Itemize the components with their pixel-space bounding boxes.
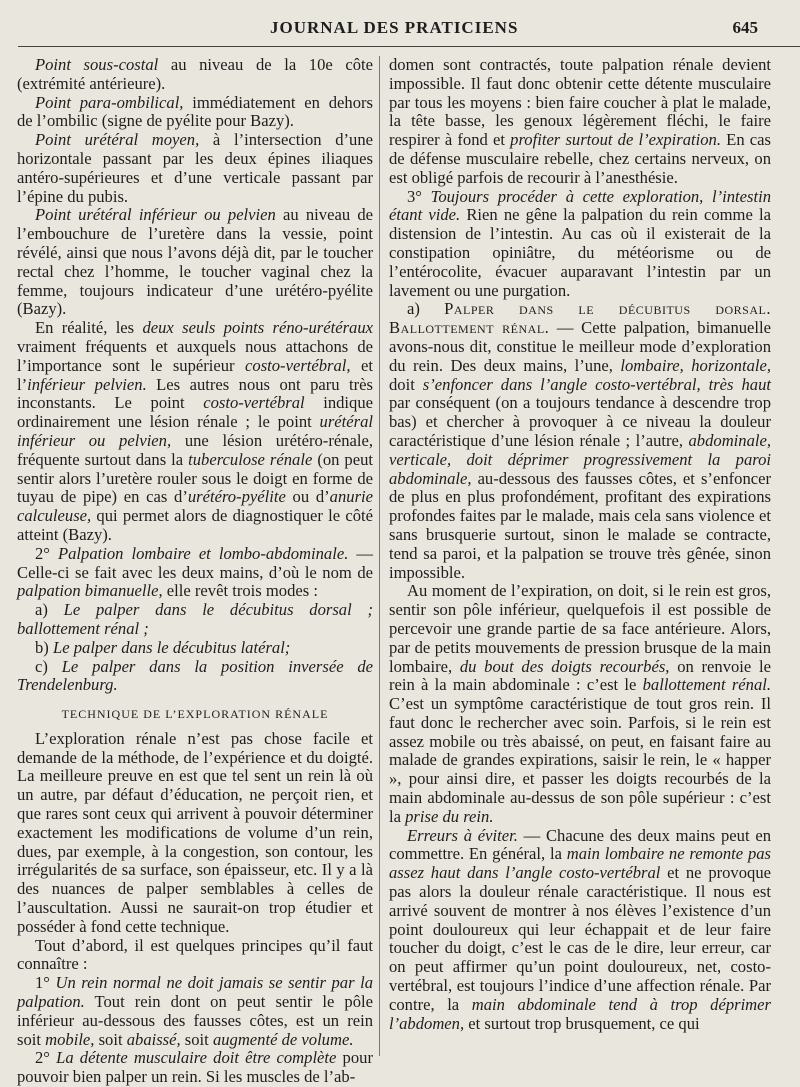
italic-text: urétéral inférieur ou pelvien, [17, 412, 373, 450]
paragraph [17, 545, 373, 601]
text-run: immédiatement en dehors de l’ombilic (signe de pyélite pour Bazy). [17, 92, 373, 131]
paragraph [17, 56, 373, 94]
text-run: on renvoie le rein à la main abdominale : c’est le [389, 656, 771, 695]
italic-text: main lombaire ne remonte pas assez haut dans l’angle costo-vertébral [389, 844, 772, 883]
paragraph [389, 188, 771, 301]
text-run: par conséquent (on a toujours tendance à descendre trop bas) et chercher à provoquer à ce niveau la douleur caractéristique d’une lésion rénale ; l’autre, [389, 393, 771, 450]
text-run: 3° [407, 186, 431, 206]
text-run: Palper dans le décubitus dorsal. Ballottement rénal. [389, 299, 771, 338]
italic-text: mobile, [45, 1029, 95, 1049]
italic-text: ballottement rénal. [642, 675, 772, 695]
text-run: indique ordinairement une lésion rénale ; le point [17, 393, 373, 432]
paragraph [17, 937, 373, 975]
italic-text: palpation bimanuelle, [17, 581, 163, 601]
italic-text: Le palper dans la position inversée de Trendelenburg. [17, 656, 374, 695]
paragraph [389, 300, 771, 582]
paragraph [389, 582, 771, 826]
text-run: 2° [35, 543, 58, 563]
italic-text: inférieur pelvien. [27, 374, 147, 394]
italic-text: deux seuls points réno-urétéraux [142, 318, 373, 338]
text-run: Au moment de l’expiration, on doit, si le rein est gros, sentir son pôle inférieur, quelquefois il est possible de percevoir une grande partie de sa face antérieure. Alors, par de petits mouvements de pression brusque de la main lombaire, [389, 581, 771, 676]
text-run: (on peut sentir alors l’uretère rouler sous le doigt en forme de tuyau de pipe) en cas d’ [17, 449, 374, 507]
text-run: une lésion urétéro-rénale, fréquente surtout dans la [17, 430, 373, 469]
italic-text: Point para-ombilical, [35, 92, 184, 112]
paragraph [17, 730, 373, 937]
right-column [389, 56, 771, 1066]
paragraph [17, 601, 373, 639]
italic-text: Palpation lombaire et lombo-abdominale. [57, 543, 349, 563]
text-run: ou d’ [285, 487, 330, 507]
paragraph [17, 639, 373, 658]
italic-text: Un rein normal ne doit jamais se sentir par la palpation. [17, 973, 373, 1012]
text-run: Tout d’abord, il est quelques principes qu’il faut connaître : [17, 935, 373, 974]
italic-text: main abdominale tend à trop déprimer l’abdomen, [389, 994, 771, 1033]
header-rule [18, 46, 800, 47]
text-run: Les autres nous ont paru très inconstants. Le point [17, 374, 373, 413]
text-run: — Celle-ci se fait avec les deux mains, d’où le nom de [17, 543, 373, 582]
paragraph [17, 1049, 373, 1087]
text-run: vraiment fréquents et auxquels nous attachons de l’importance sont le supérieur [17, 336, 373, 375]
text-run: Tout rein dont on peut sentir le pôle inférieur au-dessous des fausses côtes, est un rein soit [17, 992, 373, 1049]
page-number: 645 [732, 18, 758, 37]
paragraph [17, 131, 373, 206]
text-run: 2° [35, 1048, 57, 1068]
text-run: En réalité, les [35, 318, 143, 338]
text-run: au niveau de l’embouchure de l’uretère dans la vessie, point révélé, ainsi que nous l’avons déjà dit, par le toucher rectal chez l’homme, le toucher vaginal chez la femme, toujours indicateur d’une urétéro-pyélite (Bazy). [17, 205, 373, 319]
text-run: C’est un symptôme caractéristique de tout gros rein. Il faut donc le rechercher avec soin. Parfois, si le rein est assez mobile ou très abaissé, on peut, en faisant faire au malade de grandes expirations, saisir le rein, le « happer », pour ainsi dire, et passer les doigts recourbés de la main abdominale au-dessus de son pôle supérieur : c’est la [389, 694, 771, 826]
text-run: et ne provoque pas alors la douleur rénale caractéristique. Il nous est arrivé souvent de montrer à nos élèves l’existence d’un point douloureux qui leur échappait et de leur faire toucher du doigt, c’est le cas de le dire, leur erreur, car on peut affirmer qu’un point douloureux, net, costo-vertébral, est toujours l’indice d’une affection rénale. Par contre, la [389, 863, 771, 1014]
text-run: En cas de défense musculaire rebelle, chez certains nerveux, on est obligé parfois de recourir à l’anesthésie. [389, 130, 771, 187]
text-run: Rien ne gêne la palpation du rein comme la distension de l’intestin. Au cas où il existerait de la constipation opiniâtre, du météorisme ou de l’entérocolite, évacuer auparavant l’intestin par un lavement ou une purgation. [389, 205, 771, 300]
italic-text: tuberculose rénale [188, 449, 313, 469]
text-run: doit [389, 374, 423, 394]
text-run: — Cette palpation, bimanuelle avons-nous dit, constitue le meilleur mode d’exploration du rein. Des deux mains, l’une, [389, 318, 772, 375]
text-run: c) [35, 656, 62, 676]
paragraph [17, 206, 373, 319]
text-run: à l’intersection d’une horizontale passant par les deux épines iliaques antéro-supérieures et d’une verticale passant par l’épine du pubis. [17, 130, 374, 206]
italic-text: profiter surtout de l’expiration. [510, 130, 721, 150]
text-run: au niveau de la 10e côte (extrémité antérieure). [17, 55, 373, 93]
italic-text: La détente musculaire doit être complète [56, 1048, 337, 1068]
paragraph [389, 827, 771, 1034]
running-head [0, 18, 800, 42]
column-divider [379, 56, 380, 1056]
italic-text: prise du rein. [405, 806, 494, 826]
italic-text: anurie calculeuse, [17, 487, 373, 526]
text-run: TECHNIQUE DE L’EXPLORATION RÉNALE [61, 707, 329, 722]
italic-text: Point sous-costal [35, 55, 159, 74]
italic-text: lombaire, horizontale, [620, 355, 771, 375]
text-run: soit [94, 1029, 127, 1049]
italic-text: costo-vertébral, [245, 355, 351, 375]
text-run: et surtout trop brusquement, ce qui [464, 1013, 700, 1033]
italic-text: Toujours procéder à cette exploration, l’intestin étant vide. [389, 186, 771, 225]
text-run: b) [35, 637, 53, 657]
text-run: et l’ [17, 355, 374, 394]
text-run: a) [407, 299, 445, 319]
italic-text: Le palper dans le décubitus latéral; [52, 637, 291, 657]
text-run: domen sont contractés, toute palpation rénale devient impossible. Il faut donc obtenir cette détente musculaire par tous les moyens : bien faire coucher à plat le malade, la tête basse, les genoux légèrement fléchi, le faire respirer à fond et [389, 55, 771, 150]
text-run: a) [35, 600, 64, 620]
section-heading [17, 705, 373, 724]
paragraph [17, 974, 373, 1049]
text-run: L’exploration rénale n’est pas chose facile et demande de la méthode, de l’expérience et du doigté. La meilleure preuve en est que tel sent un rein là où un autre, par défaut d’éducation, ne perçoit rien, et que rares sont ceux qui arrivent à pouvoir déterminer exactement les modifications de volume d’un rein, dues, par exemple, à la congestion, son contour, les irrégularités de sa surface, son épaisseur, etc. Il y a là des nuances de palper semblables à celles de l’auscultation. Aussi ne saurait-on trop étudier et posséder à fond cette technique. [17, 728, 373, 936]
journal-title: JOURNAL DES PRATICIENS [270, 18, 519, 37]
italic-text: Le palper dans le décubitus dorsal ; ballottement rénal ; [17, 600, 373, 638]
paragraph [389, 56, 771, 188]
text-run: pour pouvoir bien palper un rein. Si les muscles de l’ab- [17, 1048, 373, 1087]
text-run: soit [180, 1029, 213, 1049]
italic-text: Erreurs à éviter. [407, 825, 518, 845]
italic-text: s’enfoncer dans l’angle costo-vertébral, très haut [422, 374, 771, 394]
paragraph [17, 658, 373, 696]
italic-text: Point urétéral inférieur ou pelvien [35, 205, 276, 225]
text-run: qui permet alors de diagnostiquer le côté atteint (Bazy). [17, 506, 373, 544]
italic-text: abdominale, verticale, doit déprimer progressivement la paroi abdominale, [389, 430, 771, 488]
left-column [17, 55, 374, 1087]
text-run: elle revêt trois modes : [162, 581, 318, 601]
paragraph [17, 94, 373, 132]
italic-text: augmenté de volume. [212, 1029, 354, 1049]
text-run: au-dessous des fausses côtes, et s’enfoncer de plus en plus profondément, profitant des expirations profondes faites par le malade, mais cela sans violence et sans brusquerie surtout, sinon le malade se contracte, tend sa paroi, et la palpation se trouve très gênée, sinon impossible. [389, 468, 771, 582]
italic-text: abaissé, [126, 1029, 181, 1049]
italic-text: du bout des doigts recourbés, [459, 656, 670, 676]
text-run: 1° [35, 973, 56, 993]
italic-text: urétéro-pyélite [187, 487, 286, 507]
italic-text: Point urétéral moyen, [35, 130, 200, 150]
italic-text: costo-vertébral [203, 393, 305, 413]
paragraph [17, 319, 373, 545]
text-run: — Chacune des deux mains peut en commettre. En général, la [389, 825, 771, 864]
